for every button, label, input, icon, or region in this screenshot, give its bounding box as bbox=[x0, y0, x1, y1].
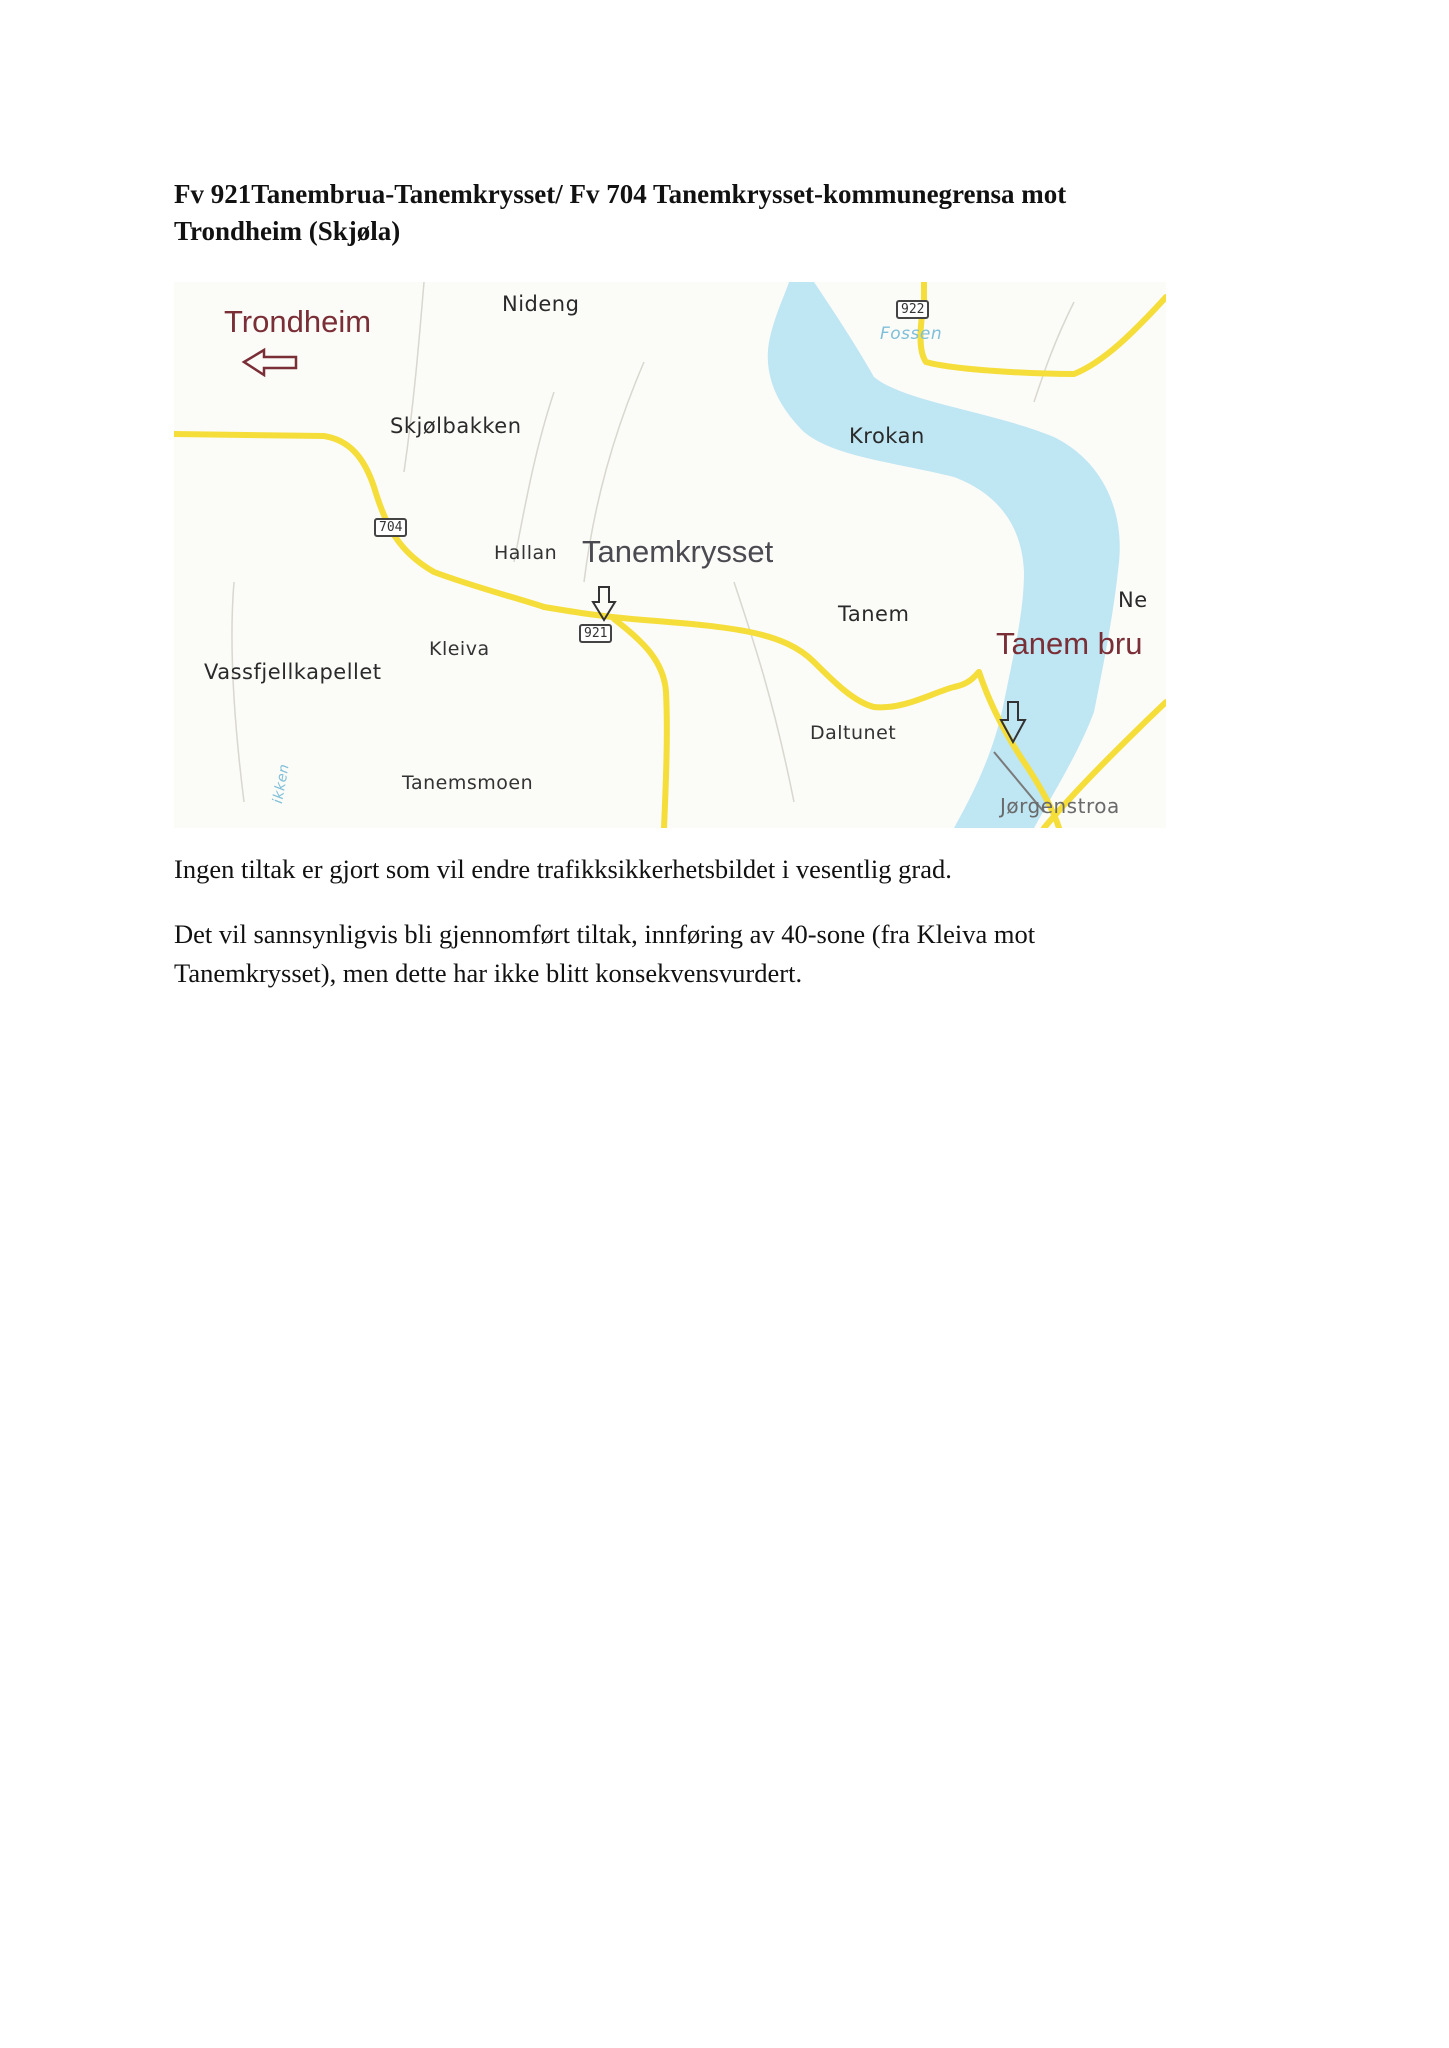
road-map bbox=[174, 282, 1166, 828]
road-shield-922: 922 bbox=[896, 300, 929, 319]
road-922 bbox=[920, 282, 1166, 374]
place-label-vassfjellkapellet: Vassfjellkapellet bbox=[204, 660, 382, 684]
road-921 bbox=[544, 607, 979, 707]
place-label-daltunet: Daltunet bbox=[810, 722, 897, 744]
place-label-trondheim: Trondheim bbox=[224, 304, 372, 339]
road-shield-921: 921 bbox=[579, 624, 612, 643]
arrow-left-icon bbox=[244, 350, 296, 375]
road-shield-704: 704 bbox=[374, 518, 407, 537]
place-label-tanemkrysset: Tanemkrysset bbox=[582, 534, 774, 569]
paragraph-2: Det vil sannsynligvis bli gjennomført tiltak, innføring av 40-sone (fra Kleiva mot Tanemkrysset), men dette har ikke blitt konsekvensvurdert. bbox=[174, 919, 1036, 988]
document-title: Fv 921Tanembrua-Tanemkrysset/ Fv 704 Tanemkrysset-kommunegrensa mot Trondheim (Skjøla) bbox=[174, 179, 1067, 246]
road-921-south bbox=[614, 619, 667, 828]
place-label-fossen: Fossen bbox=[880, 324, 943, 344]
paragraph-1: Ingen tiltak er gjort som vil endre trafikksikkerhetsbildet i vesentlig grad. bbox=[174, 854, 952, 884]
place-label-tanem-bru: Tanem bru bbox=[996, 626, 1143, 661]
place-label-ne: Ne bbox=[1118, 588, 1148, 612]
road-704 bbox=[174, 434, 544, 607]
place-label-tanem: Tanem bbox=[838, 602, 910, 626]
place-label-tanemsmoen: Tanemsmoen bbox=[402, 772, 534, 794]
place-label-ikken: ikken bbox=[270, 762, 293, 805]
place-label-jorgenstroa: Jørgenstroa bbox=[1000, 794, 1120, 818]
place-label-nideng: Nideng bbox=[502, 292, 580, 316]
place-label-skjolbakken: Skjølbakken bbox=[390, 414, 522, 438]
place-label-hallan: Hallan bbox=[494, 542, 558, 564]
place-label-kleiva: Kleiva bbox=[429, 638, 490, 660]
place-label-krokan: Krokan bbox=[849, 424, 925, 448]
